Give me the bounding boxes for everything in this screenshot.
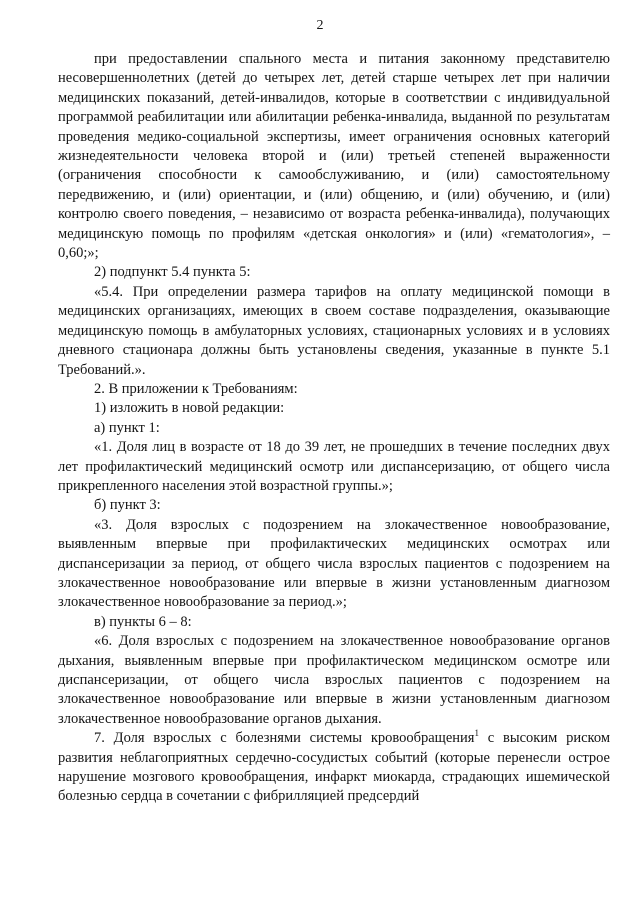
document-body — [58, 50, 610, 807]
paragraph-1: при предоставлении спального места и питания законному представителю несовершеннолетних (детей до четырех лет, детей старше четырех лет при наличии медицинских показаний, детей-инвалидов, которые в соответствии с индивидуальной программой реабилитации или абилитации ребенка-инвалида, выданной по результатам проведения медико-социальной экспертизы, имеет ограничения основных категорий жизнедеятельности человека второй и (или) третьей степеней выраженности (ограничения способности к самообслуживанию, и (или) самостоятельному передвижению, и (или) ориентации, и (или) общению, и (или) обучению, и (или) контролю своего поведения, – независимо от возраста ребенка-инвалида), получающих медицинскую помощь по профилям «детская онкология» и (или) «гематология», – 0,60;»; — [58, 51, 610, 262]
paragraph-appendix-heading: 2. В приложении к Требованиям: — [94, 380, 298, 397]
paragraph-subitem-5-4: 2) подпункт 5.4 пункта 5: — [94, 264, 251, 281]
paragraph-item-6-text: «6. Доля взрослых с подозрением на злокачественное новообразование органов дыхания, выявленным впервые при профилактическом медицинском осмотре или диспансеризации, от общего числа взрослых пациентов с подозрением на злокачественное новообразование или впервые в жизни установленным диагнозом злокачественное новообразование органов дыхания. — [58, 633, 610, 727]
paragraph-new-edition: 1) изложить в новой редакции: — [94, 400, 285, 417]
item-7-text-before: 7. Доля взрослых с болезнями системы кровообращения — [94, 730, 475, 747]
page-number: 2 — [316, 18, 324, 33]
paragraph-5-4-text: «5.4. При определении размера тарифов на оплату медицинской помощи в медицинских организациях, имеющих в своем составе подразделения, оказывающие медицинскую помощь в амбулаторных условиях, стационарных условиях и в условиях дневного стационара должны быть установлены сведения, указанные в пункте 5.1 Требований.». — [58, 283, 610, 378]
paragraph-item-v: в) пункты 6 – 8: — [94, 613, 192, 630]
paragraph-item-a: а) пункт 1: — [94, 419, 160, 436]
item-7-text-after: с высоким риском развития неблагоприятных сердечно-сосудистых событий (которые перенесли острое нарушение мозгового кровообращения, инфаркт миокарда, страдающих ишемической болезнью сердца в сочетании с фибрилляцией предсердий — [58, 730, 610, 805]
paragraph-item-3-text: «3. Доля взрослых с подозрением на злокачественное новообразование, выявленным впервые при профилактических медицинских осмотрах или диспансеризации за период, от общего числа взрослых пациентов с подозрением на злокачественное новообразование или впервые в жизни установленным диагнозом злокачественное новообразование за период.»; — [58, 516, 610, 611]
paragraph-item-7-text — [58, 729, 610, 807]
paragraph-item-b: б) пункт 3: — [94, 497, 161, 514]
paragraph-item-1-text: «1. Доля лиц в возрасте от 18 до 39 лет, не прошедших в течение последних двух лет профилактический медицинский осмотр или диспансеризацию, от общего числа прикрепленного населения этой возрастной группы.»; — [58, 439, 610, 494]
footnote-marker: 1 — [474, 728, 479, 739]
